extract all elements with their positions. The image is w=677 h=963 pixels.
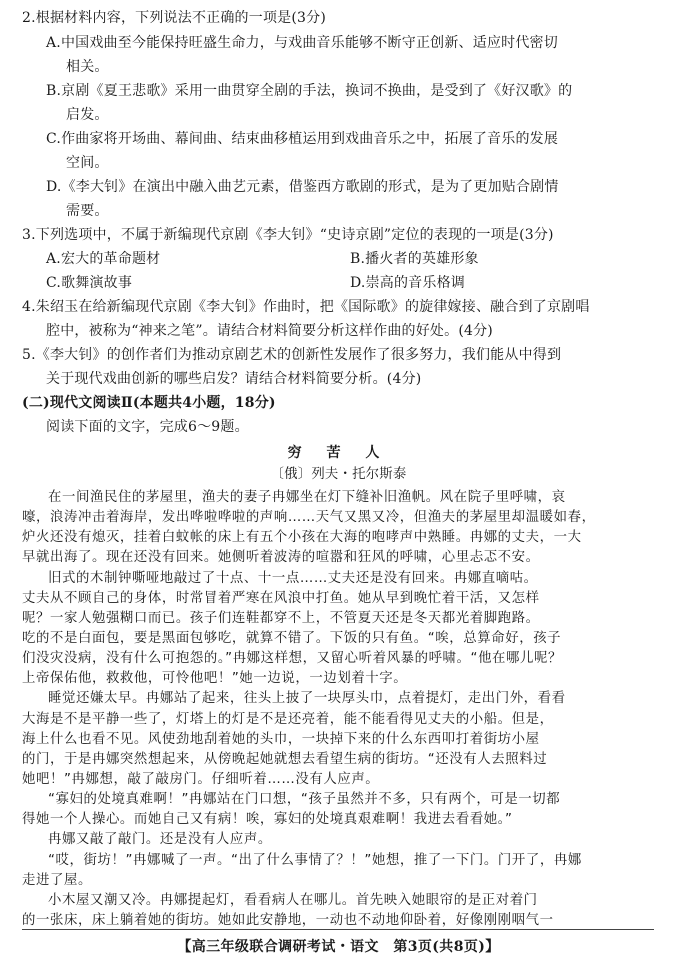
story-line: 的一张床，床上躺着她的街坊。她如此安静地，一动也不动地仰卧着，好像刚刚咽气一 bbox=[22, 913, 554, 928]
question-4-line1: 4.朱绍玉在给新编现代京剧《李大钊》作曲时，把《国际歌》的旋律嫁接、融合到了京剧唱 bbox=[22, 299, 590, 315]
story-line: 丈夫从不顾自己的身体，时常冒着严寒在风浪中打鱼。她从早到晚忙着干活，又怎样 bbox=[22, 591, 540, 606]
q2-option-d-line1: D.《李大钊》在演出中融入曲艺元素，借鉴西方歌剧的形式，是为了更加贴合剧情 bbox=[46, 179, 559, 195]
q2-option-d-line2: 需要。 bbox=[66, 203, 109, 219]
story-title: 穷 苦 人 bbox=[287, 445, 390, 461]
section-heading: (二)现代文阅读Ⅱ(本题共4小题，18分) bbox=[22, 395, 276, 411]
page-footer: 【高三年级联合调研考试・语文 第3页(共8页)】 bbox=[177, 939, 500, 955]
q2-option-a-line1: A.中国戏曲至今能保持旺盛生命力，与戏曲音乐能够不断守正创新、适应时代密切 bbox=[46, 35, 558, 51]
question-5-line1: 5.《李大钊》的创作者们为推动京剧艺术的创新性发展作了很多努力，我们能从中得到 bbox=[22, 347, 562, 363]
story-line: 大海是不是平静一些了，灯塔上的灯是不是还亮着，能不能看得见丈夫的小船。但是， bbox=[22, 712, 554, 727]
q2-option-c-line2: 空间。 bbox=[66, 155, 109, 171]
story-line: 炉火还没有熄灭，挂着白蚊帐的床上有五个小孩在大海的咆哮声中熟睡。冉娜的丈夫，一大 bbox=[22, 530, 582, 545]
story-line: 得她一个人操心。而她自己又有病！唉，寡妇的处境真艰难啊！我进去看看她。” bbox=[22, 812, 513, 827]
story-line: 旧式的木制钟嘶哑地敲过了十点、十一点……丈夫还是没有回来。冉娜直嘀咕。 bbox=[48, 571, 538, 586]
q3-option-a: A.宏大的革命题材 bbox=[46, 251, 161, 267]
q2-option-c-line1: C.作曲家将开场曲、幕间曲、结束曲移植运用到戏曲音乐之中，拓展了音乐的发展 bbox=[46, 131, 559, 147]
story-line: 早就出海了。现在还没有回来。她侧听着波涛的喧嚣和狂风的呼啸，心里忐忑不安。 bbox=[22, 550, 540, 565]
question-4-line2: 腔中，被称为“神来之笔”。请结合材料简要分析这样作曲的好处。(4分) bbox=[46, 323, 493, 339]
q2-option-a-line2: 相关。 bbox=[66, 59, 109, 75]
story-author: 〔俄〕列夫・托尔斯泰 bbox=[270, 467, 407, 482]
question-2-stem: 2.根据材料内容，下列说法不正确的一项是(3分) bbox=[22, 10, 326, 26]
story-line: 嚎，浪涛冲击着海岸，发出哗啦哗啦的声响……天气又黑又冷，但渔夫的茅屋里却温暖如春， bbox=[22, 510, 596, 525]
story-line: 小木屋又潮又冷。冉娜提起灯，看看病人在哪儿。首先映入她眼帘的是正对着门 bbox=[48, 893, 538, 908]
q2-option-b-line1: B.京剧《夏王悲歌》采用一曲贯穿全剧的手法，换词不换曲，是受到了《好汉歌》的 bbox=[46, 83, 573, 99]
story-line: 冉娜又敲了敲门。还是没有人应声。 bbox=[48, 832, 272, 847]
question-5-line2: 关于现代戏曲创新的哪些启发？请结合材料简要分析。(4分) bbox=[46, 371, 422, 387]
story-line: 的门，于是冉娜突然想起来，从傍晚起她就想去看望生病的街坊。“还没有人去照料过 bbox=[22, 752, 548, 767]
story-line: 吃的不是白面包，要是黑面包够吃，就算不错了。下饭的只有鱼。“唉，总算命好，孩子 bbox=[22, 631, 562, 646]
story-line: 上帝保佑他，救救他，可怜他吧！”她一边说，一边划着十字。 bbox=[22, 671, 408, 686]
story-line: 呢？一家人勉强糊口而已。孩子们连鞋都穿不上，不管夏天还是冬天都光着脚跑路。 bbox=[22, 611, 540, 626]
q3-option-d: D.崇高的音乐格调 bbox=[350, 275, 465, 291]
q2-option-b-line2: 启发。 bbox=[66, 107, 109, 123]
q3-option-c: C.歌舞演故事 bbox=[46, 275, 133, 291]
story-line: 在一间渔民住的茅屋里，渔夫的妻子冉娜坐在灯下缝补旧渔帆。风在院子里呼啸，哀 bbox=[48, 490, 566, 505]
story-line: 睡觉还嫌太早。冉娜站了起来，往头上披了一块厚头巾，点着提灯，走出门外，看看 bbox=[48, 691, 566, 706]
story-line: 海上什么也看不见。风使劲地刮着她的头巾，一块掉下来的什么东西叩打着街坊小屋 bbox=[22, 732, 540, 747]
story-line: 她吧！”冉娜想，敲了敲房门。仔细听着……没有人应声。 bbox=[22, 772, 380, 787]
story-line: 走进了屋。 bbox=[22, 873, 92, 888]
story-line: “哎，街坊！”冉娜喊了一声。“出了什么事情了？！”她想，推了一下门。门开了，冉娜 bbox=[48, 853, 582, 868]
story-line: 们没灾没病，没有什么可抱怨的。”冉娜这样想，又留心听着风暴的呼啸。“他在哪儿呢？ bbox=[22, 651, 563, 666]
section-instruction: 阅读下面的文字，完成6～9题。 bbox=[46, 419, 249, 435]
q3-option-b: B.播火者的英雄形象 bbox=[350, 251, 479, 267]
story-line: “寡妇的处境真难啊！”冉娜站在门口想，“孩子虽然并不多，只有两个，可是一切都 bbox=[48, 792, 561, 807]
question-3-stem: 3.下列选项中，不属于新编现代京剧《李大钊》“史诗京剧”定位的表现的一项是(3分) bbox=[22, 227, 554, 243]
